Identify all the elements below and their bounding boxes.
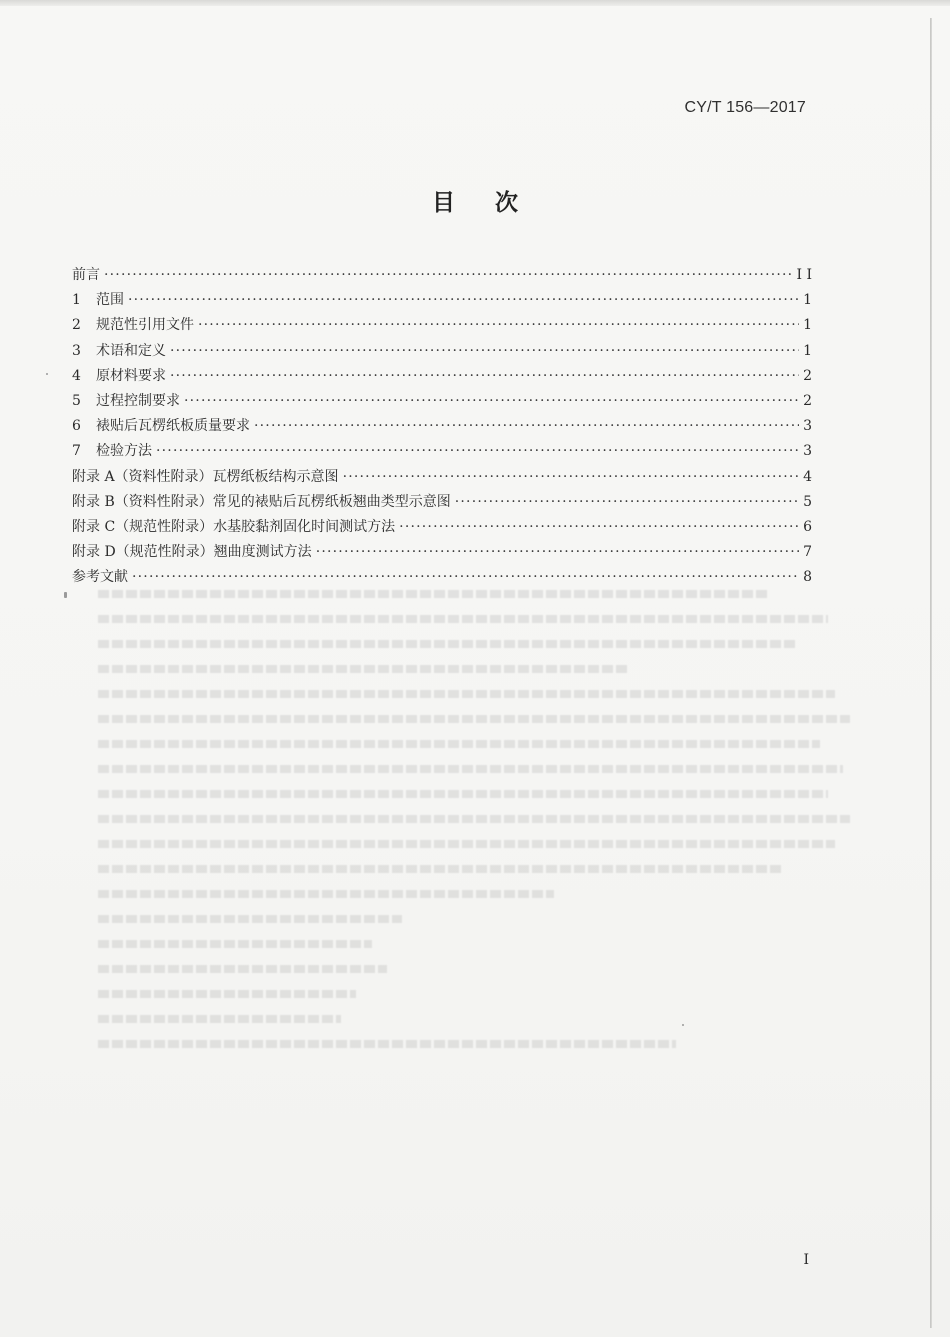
toc-entry-number: 6	[72, 418, 81, 435]
toc-title-char-1: 目	[432, 190, 455, 216]
toc-entry-label: 附录 D（规范性附录）翘曲度测试方法	[72, 544, 312, 561]
toc-entry-test-methods[interactable]	[72, 440, 812, 465]
toc-entry-bibliography[interactable]	[72, 566, 812, 591]
toc-title	[0, 184, 950, 217]
toc-leader-dots	[399, 519, 799, 535]
toc-entry-number: 7	[72, 443, 81, 460]
toc-entry-label: 过程控制要求	[96, 392, 180, 409]
scan-speck	[46, 373, 48, 375]
toc-entry-page: 3	[803, 418, 812, 435]
toc-entry-appendix-a[interactable]	[72, 466, 812, 491]
toc-entry-label: 裱贴后瓦楞纸板质量要求	[96, 418, 250, 435]
toc-leader-dots	[104, 267, 792, 283]
page-number: I	[803, 1252, 809, 1268]
toc-leader-dots	[156, 443, 799, 459]
scan-top-edge	[0, 0, 950, 6]
toc-leader-dots	[316, 544, 799, 560]
toc-entry-page: 2	[803, 392, 812, 409]
toc-entry-page: 6	[803, 518, 812, 535]
toc-entry-label: 范围	[96, 292, 124, 309]
toc-leader-dots	[254, 418, 799, 434]
toc-leader-dots	[198, 317, 799, 333]
toc-leader-dots	[343, 469, 800, 485]
scan-speck	[64, 592, 67, 598]
toc-entry-label: 检验方法	[96, 443, 152, 460]
toc-entry-label: 术语和定义	[96, 342, 166, 359]
toc-entry-page: 8	[803, 569, 812, 586]
table-of-contents	[72, 264, 812, 591]
toc-entry-number: 3	[72, 342, 81, 359]
toc-entry-label: 附录 B（资料性附录）常见的裱贴后瓦楞纸板翘曲类型示意图	[72, 493, 451, 510]
toc-entry-number: 2	[72, 317, 81, 334]
toc-entry-normative-references[interactable]	[72, 314, 812, 339]
toc-entry-number: 5	[72, 392, 81, 409]
toc-entry-page: I I	[796, 267, 812, 283]
toc-entry-foreword[interactable]	[72, 264, 812, 289]
standard-code: CY/T 156—2017	[684, 99, 806, 116]
toc-entry-page: 2	[803, 367, 812, 384]
toc-entry-raw-materials[interactable]	[72, 365, 812, 390]
toc-entry-label: 附录 A（资料性附录）瓦楞纸板结构示意图	[72, 468, 339, 485]
toc-entry-page: 4	[803, 468, 812, 485]
toc-entry-terms-definitions[interactable]	[72, 340, 812, 365]
scan-speck	[682, 1024, 684, 1026]
toc-entry-number: 1	[72, 292, 81, 309]
toc-entry-page: 5	[803, 493, 812, 510]
toc-title-char-2: 次	[495, 190, 518, 216]
toc-leader-dots	[184, 393, 799, 409]
toc-leader-dots	[170, 368, 799, 384]
toc-entry-appendix-c[interactable]	[72, 516, 812, 541]
toc-entry-process-control[interactable]	[72, 390, 812, 415]
toc-entry-appendix-d[interactable]	[72, 541, 812, 566]
toc-entry-appendix-b[interactable]	[72, 491, 812, 516]
bleed-through-text	[98, 590, 858, 1110]
toc-leader-dots	[170, 343, 799, 359]
toc-entry-label: 原材料要求	[96, 367, 166, 384]
toc-entry-page: 1	[803, 317, 812, 334]
toc-entry-label: 参考文献	[72, 569, 128, 586]
toc-leader-dots	[132, 569, 799, 585]
toc-entry-number: 4	[72, 367, 81, 384]
toc-entry-label: 规范性引用文件	[96, 317, 194, 334]
toc-entry-page: 3	[803, 443, 812, 460]
toc-leader-dots	[128, 292, 799, 308]
toc-leader-dots	[455, 494, 799, 510]
toc-entry-page: 7	[803, 544, 812, 561]
toc-entry-page: 1	[803, 292, 812, 309]
toc-entry-scope[interactable]	[72, 289, 812, 314]
toc-entry-page: 1	[803, 342, 812, 359]
toc-entry-label: 附录 C（规范性附录）水基胶黏剂固化时间测试方法	[72, 518, 396, 535]
toc-entry-label: 前言	[72, 267, 100, 283]
toc-entry-quality-requirements[interactable]	[72, 415, 812, 440]
